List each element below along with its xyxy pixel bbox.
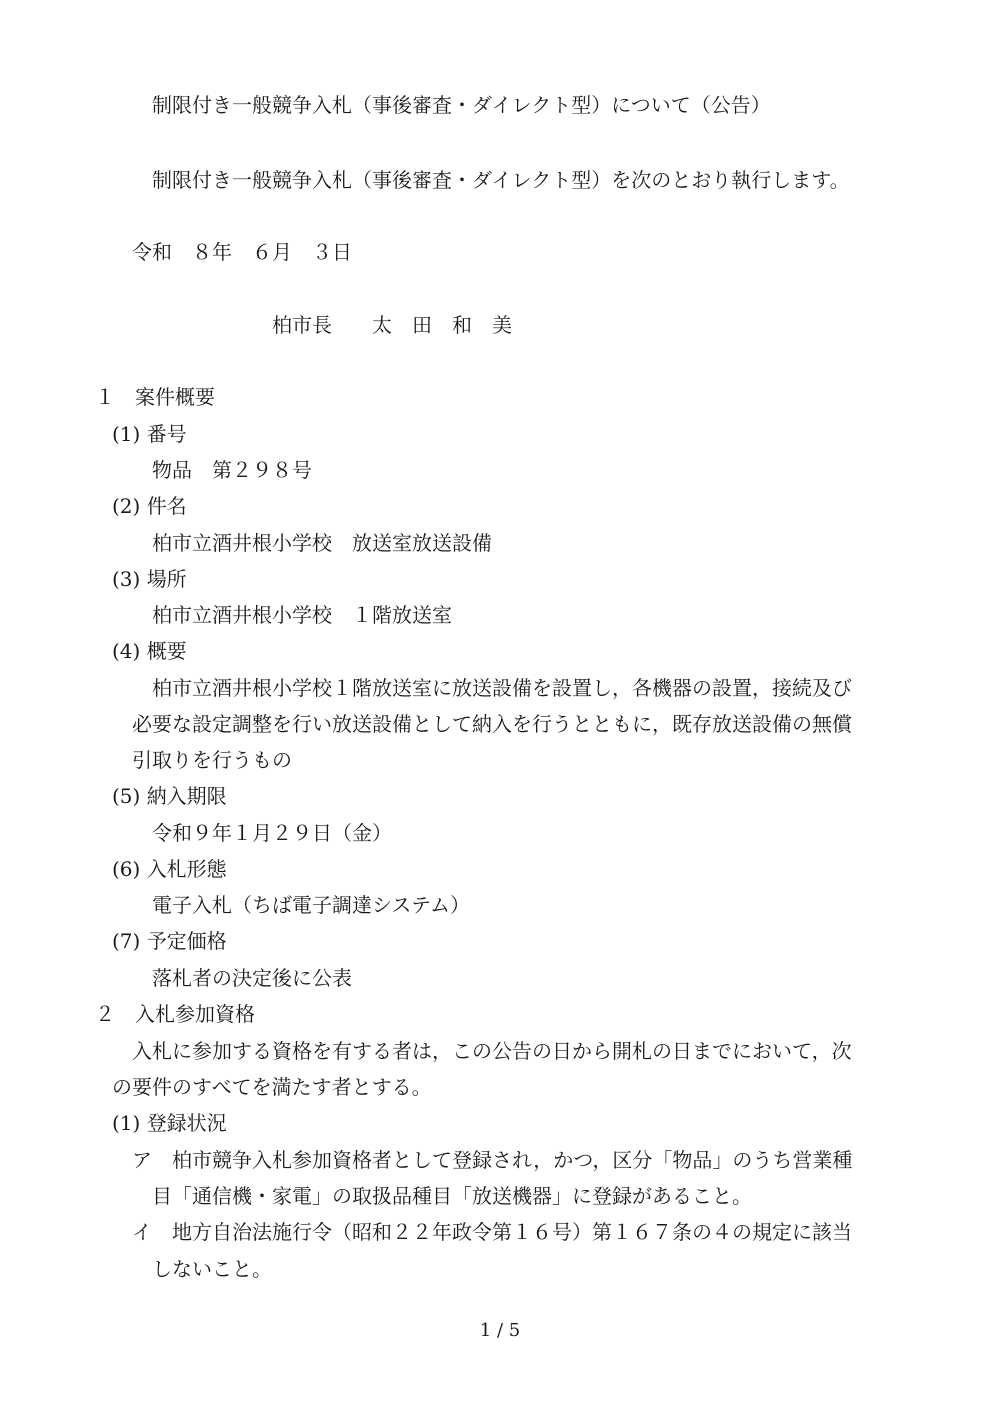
item-label-registration: (1) 登録状況 <box>112 1111 227 1135</box>
item-label-number: (1) 番号 <box>112 422 187 446</box>
intro-text: 制限付き一般競争入札（事後審査・ダイレクト型）を次のとおり執行します。 <box>152 168 850 192</box>
summary-line: 必要な設定調整を行い放送設備として納入を行うとともに，既存放送設備の無償 <box>132 712 852 736</box>
section2-intro: 入札に参加する資格を有する者は，この公告の日から開札の日までにおいて，次 <box>132 1039 852 1063</box>
requirement-i: イ 地方自治法施行令（昭和２２年政令第１６号）第１６７条の４の規定に該当 <box>132 1220 852 1244</box>
issue-date: 令和 ８年 ６月 ３日 <box>132 240 352 264</box>
item-label-name: (2) 件名 <box>112 494 187 518</box>
section2-intro: の要件のすべてを満たす者とする。 <box>112 1075 432 1099</box>
requirement-a: ア 柏市競争入札参加資格者として登録され，かつ，区分「物品」のうち営業種 <box>132 1148 853 1172</box>
item-label-bid-type: (6) 入札形態 <box>112 857 227 881</box>
requirement-i: しないこと。 <box>152 1257 272 1281</box>
item-label-price: (7) 予定価格 <box>112 929 227 953</box>
item-value-deadline: 令和９年１月２９日（金） <box>152 821 392 845</box>
summary-line: 引取りを行うもの <box>132 748 292 772</box>
item-value-number: 物品 第２９８号 <box>152 458 312 482</box>
item-value-price: 落札者の決定後に公表 <box>152 966 352 990</box>
issuer-name: 柏市長 太 田 和 美 <box>272 313 512 337</box>
item-value-bid-type: 電子入札（ちば電子調達システム） <box>152 893 470 917</box>
page-number: 1 / 5 <box>479 1320 521 1341</box>
item-label-location: (3) 場所 <box>112 567 187 591</box>
item-value-name: 柏市立酒井根小学校 放送室放送設備 <box>152 531 492 555</box>
summary-line: 柏市立酒井根小学校１階放送室に放送設備を設置し，各機器の設置，接続及び <box>152 676 852 700</box>
item-value-location: 柏市立酒井根小学校 １階放送室 <box>152 603 452 627</box>
notice-title: 制限付き一般競争入札（事後審査・ダイレクト型）について（公告） <box>152 93 771 117</box>
requirement-a: 目「通信機・家電」の取扱品種目「放送機器」に登録があること。 <box>152 1184 752 1208</box>
section1-heading: １ 案件概要 <box>95 385 215 409</box>
item-label-summary: (4) 概要 <box>112 639 187 663</box>
section2-heading: ２ 入札参加資格 <box>95 1002 255 1026</box>
item-label-deadline: (5) 納入期限 <box>112 784 227 808</box>
